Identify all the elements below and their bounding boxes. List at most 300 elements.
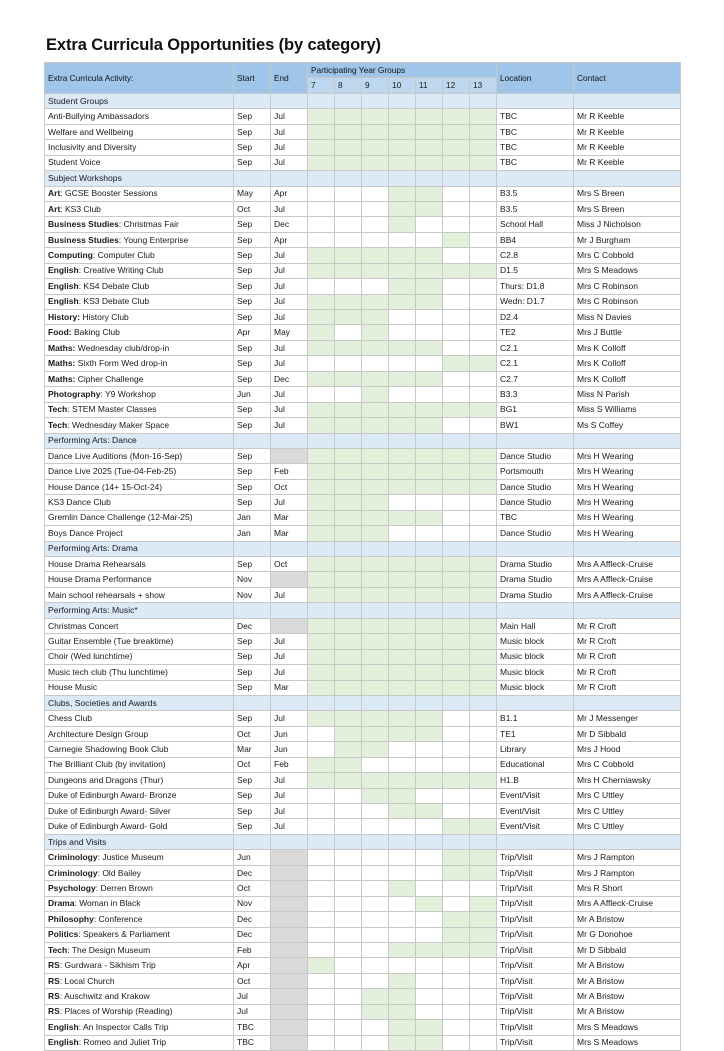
cell-year-12: [443, 495, 470, 510]
cell-end-month: Jul: [271, 294, 308, 309]
table-row: [45, 881, 681, 896]
cell-year-12: [443, 248, 470, 263]
cell-contact: Mrs J Buttle: [574, 325, 681, 340]
activity-subject-prefix: Tech: [48, 419, 68, 430]
extra-curricular-schedule-table: [44, 62, 681, 1051]
cell-start-month: Mar: [234, 742, 271, 757]
cell-location: B1.1: [497, 711, 574, 726]
cell-location: TBC: [497, 155, 574, 170]
cell-year-12: [443, 572, 470, 587]
cell-year-7: [308, 217, 335, 232]
section-header-filler: [271, 93, 308, 108]
section-header-filler: [574, 93, 681, 108]
section-header-filler: [389, 541, 416, 556]
cell-year-13: [470, 850, 497, 865]
activity-name: : Young Enterprise: [118, 234, 189, 245]
cell-year-13: [470, 371, 497, 386]
column-header-contact: Contact: [574, 63, 681, 94]
section-header-filler: [271, 433, 308, 448]
cell-year-8: [335, 881, 362, 896]
section-header-filler: [470, 93, 497, 108]
cell-location: Drama Studio: [497, 587, 574, 602]
cell-year-8: [335, 155, 362, 170]
cell-year-9: [362, 680, 389, 695]
activity-name: Sixth Form Wed drop-in: [75, 358, 168, 369]
activity-subject-prefix: History:: [48, 311, 81, 322]
cell-year-12: [443, 557, 470, 572]
cell-year-7: [308, 371, 335, 386]
table-row: [45, 186, 681, 201]
cell-year-10: [389, 973, 416, 988]
cell-year-9: [362, 726, 389, 741]
section-header-filler: [470, 834, 497, 849]
table-row: [45, 634, 681, 649]
table-row: [45, 387, 681, 402]
section-header-filler: [416, 433, 443, 448]
cell-year-13: [470, 989, 497, 1004]
cell-start-month: Oct: [234, 757, 271, 772]
cell-year-11: [416, 464, 443, 479]
cell-year-11: [416, 109, 443, 124]
cell-start-month: TBC: [234, 1020, 271, 1035]
cell-year-8: [335, 418, 362, 433]
cell-start-month: Sep: [234, 279, 271, 294]
cell-year-13: [470, 340, 497, 355]
cell-start-month: Oct: [234, 201, 271, 216]
cell-start-month: Dec: [234, 618, 271, 633]
cell-year-11: [416, 912, 443, 927]
cell-year-7: [308, 726, 335, 741]
section-header-filler: [335, 603, 362, 618]
section-header-filler: [389, 171, 416, 186]
cell-end-month: Jul: [271, 773, 308, 788]
cell-start-month: Jun: [234, 387, 271, 402]
cell-location: H1.B: [497, 773, 574, 788]
section-header-row: [45, 695, 681, 710]
cell-year-10: [389, 526, 416, 541]
table-row: [45, 989, 681, 1004]
cell-year-10: [389, 201, 416, 216]
cell-year-9: [362, 526, 389, 541]
cell-location: C2.7: [497, 371, 574, 386]
cell-end-month: Jul: [271, 279, 308, 294]
table-row: [45, 1004, 681, 1019]
cell-year-13: [470, 263, 497, 278]
cell-year-10: [389, 726, 416, 741]
cell-year-7: [308, 896, 335, 911]
cell-year-8: [335, 1035, 362, 1050]
cell-year-10: [389, 665, 416, 680]
table-row: [45, 340, 681, 355]
cell-year-13: [470, 526, 497, 541]
cell-year-13: [470, 958, 497, 973]
section-header-filler: [574, 171, 681, 186]
cell-year-11: [416, 881, 443, 896]
cell-year-8: [335, 495, 362, 510]
cell-year-8: [335, 942, 362, 957]
section-header-row: [45, 433, 681, 448]
cell-year-8: [335, 665, 362, 680]
cell-year-9: [362, 356, 389, 371]
section-header-filler: [308, 603, 335, 618]
cell-activity: Student Voice: [45, 155, 234, 170]
cell-year-12: [443, 232, 470, 247]
cell-year-7: [308, 1020, 335, 1035]
cell-year-11: [416, 711, 443, 726]
cell-year-12: [443, 819, 470, 834]
cell-end-month: Jul: [271, 263, 308, 278]
cell-location: D1.5: [497, 263, 574, 278]
cell-activity: [45, 402, 234, 417]
cell-year-12: [443, 356, 470, 371]
cell-year-9: [362, 618, 389, 633]
cell-contact: Miss S Williams: [574, 402, 681, 417]
cell-location: Trip/Visit: [497, 927, 574, 942]
cell-location: BW1: [497, 418, 574, 433]
cell-activity: Dungeons and Dragons (Thur): [45, 773, 234, 788]
cell-activity: [45, 912, 234, 927]
cell-year-11: [416, 865, 443, 880]
cell-year-10: [389, 958, 416, 973]
cell-year-11: [416, 649, 443, 664]
cell-end-month: Jul: [271, 387, 308, 402]
cell-year-7: [308, 495, 335, 510]
cell-year-10: [389, 634, 416, 649]
section-header-row: [45, 603, 681, 618]
cell-start-month: Sep: [234, 356, 271, 371]
cell-activity: [45, 1020, 234, 1035]
cell-year-8: [335, 109, 362, 124]
cell-year-7: [308, 557, 335, 572]
table-row: [45, 201, 681, 216]
cell-year-8: [335, 294, 362, 309]
cell-contact: Mrs J Hood: [574, 742, 681, 757]
cell-year-10: [389, 896, 416, 911]
cell-end-month: Jul: [271, 402, 308, 417]
cell-year-9: [362, 989, 389, 1004]
section-header-row: [45, 834, 681, 849]
cell-year-10: [389, 773, 416, 788]
section-header-filler: [362, 171, 389, 186]
cell-location: BG1: [497, 402, 574, 417]
cell-year-8: [335, 510, 362, 525]
cell-year-12: [443, 263, 470, 278]
cell-location: Trip/Visit: [497, 896, 574, 911]
column-header-start: Start: [234, 63, 271, 94]
section-header-filler: [308, 171, 335, 186]
cell-location: B3.3: [497, 387, 574, 402]
cell-contact: Mr R Croft: [574, 634, 681, 649]
table-row: [45, 217, 681, 232]
cell-activity: House Music: [45, 680, 234, 695]
table-row: [45, 973, 681, 988]
cell-start-month: Sep: [234, 464, 271, 479]
cell-year-7: [308, 356, 335, 371]
cell-contact: Mrs S Meadows: [574, 1020, 681, 1035]
cell-end-month: Jul: [271, 109, 308, 124]
cell-year-12: [443, 680, 470, 695]
section-header-filler: [443, 834, 470, 849]
cell-year-13: [470, 495, 497, 510]
cell-year-7: [308, 912, 335, 927]
cell-activity: [45, 958, 234, 973]
cell-year-9: [362, 310, 389, 325]
section-header-filler: [335, 171, 362, 186]
section-header-filler: [497, 171, 574, 186]
cell-location: Trip/Visit: [497, 958, 574, 973]
cell-year-9: [362, 927, 389, 942]
cell-contact: Mrs S Meadows: [574, 1035, 681, 1050]
cell-year-11: [416, 804, 443, 819]
cell-year-9: [362, 294, 389, 309]
cell-year-11: [416, 634, 443, 649]
cell-year-9: [362, 263, 389, 278]
section-header-filler: [271, 603, 308, 618]
cell-year-13: [470, 711, 497, 726]
cell-year-13: [470, 973, 497, 988]
cell-contact: Miss J Nicholson: [574, 217, 681, 232]
activity-name: : Gurdwara - Sikhism Trip: [59, 960, 156, 971]
activity-name: Cipher Challenge: [75, 373, 144, 384]
cell-year-13: [470, 804, 497, 819]
cell-contact: Mr A Bristow: [574, 973, 681, 988]
table-row: [45, 587, 681, 602]
cell-end-month: [271, 1020, 308, 1035]
cell-end-month: Jul: [271, 587, 308, 602]
table-row: [45, 232, 681, 247]
cell-location: Event/Visit: [497, 804, 574, 819]
table-header: [45, 63, 681, 94]
column-header-location: Location: [497, 63, 574, 94]
cell-year-11: [416, 850, 443, 865]
table-row: [45, 310, 681, 325]
cell-contact: Mr R Keeble: [574, 140, 681, 155]
cell-activity: Guitar Ensemble (Tue breaktime): [45, 634, 234, 649]
cell-end-month: Jul: [271, 788, 308, 803]
table-row: [45, 1020, 681, 1035]
cell-location: Dance Studio: [497, 479, 574, 494]
cell-year-9: [362, 325, 389, 340]
cell-year-10: [389, 186, 416, 201]
cell-year-7: [308, 804, 335, 819]
cell-year-8: [335, 973, 362, 988]
cell-year-10: [389, 757, 416, 772]
cell-contact: Mrs J Rampton: [574, 850, 681, 865]
cell-year-7: [308, 989, 335, 1004]
cell-contact: Mrs C Uttley: [574, 788, 681, 803]
cell-end-month: Jul: [271, 140, 308, 155]
cell-activity: [45, 340, 234, 355]
cell-year-12: [443, 510, 470, 525]
column-header-end: End: [271, 63, 308, 94]
activity-subject-prefix: English: [48, 1037, 79, 1048]
cell-year-13: [470, 325, 497, 340]
cell-year-9: [362, 248, 389, 263]
cell-contact: Mr R Keeble: [574, 124, 681, 139]
cell-year-7: [308, 819, 335, 834]
cell-year-10: [389, 418, 416, 433]
activity-name: : Places of Worship (Reading): [59, 1006, 173, 1017]
cell-location: Trip/Visit: [497, 1020, 574, 1035]
cell-year-11: [416, 587, 443, 602]
section-header-filler: [308, 93, 335, 108]
section-header-filler: [574, 834, 681, 849]
section-header-filler: [271, 171, 308, 186]
cell-end-month: [271, 1035, 308, 1050]
cell-end-month: [271, 1004, 308, 1019]
section-header-filler: [574, 541, 681, 556]
cell-year-10: [389, 371, 416, 386]
cell-year-9: [362, 881, 389, 896]
section-header-filler: [416, 695, 443, 710]
cell-year-10: [389, 1035, 416, 1050]
cell-contact: Mrs H Wearing: [574, 448, 681, 463]
table-body: [45, 93, 681, 1050]
cell-contact: Mrs S Breen: [574, 201, 681, 216]
cell-end-month: Mar: [271, 680, 308, 695]
cell-year-10: [389, 865, 416, 880]
cell-year-8: [335, 263, 362, 278]
cell-year-10: [389, 587, 416, 602]
cell-year-12: [443, 124, 470, 139]
section-header-filler: [362, 93, 389, 108]
cell-year-12: [443, 757, 470, 772]
cell-contact: Mr R Croft: [574, 665, 681, 680]
cell-year-13: [470, 356, 497, 371]
activity-subject-prefix: Business Studies: [48, 234, 119, 245]
cell-activity: [45, 279, 234, 294]
cell-year-10: [389, 1020, 416, 1035]
cell-location: Portsmouth: [497, 464, 574, 479]
cell-year-11: [416, 680, 443, 695]
cell-year-7: [308, 526, 335, 541]
cell-year-8: [335, 371, 362, 386]
cell-year-9: [362, 742, 389, 757]
cell-activity: Architecture Design Group: [45, 726, 234, 741]
cell-year-9: [362, 418, 389, 433]
table-row: [45, 618, 681, 633]
cell-year-13: [470, 865, 497, 880]
section-header-filler: [470, 695, 497, 710]
cell-start-month: Sep: [234, 155, 271, 170]
cell-year-13: [470, 649, 497, 664]
cell-location: Music block: [497, 665, 574, 680]
cell-year-12: [443, 1035, 470, 1050]
cell-year-12: [443, 526, 470, 541]
cell-location: Music block: [497, 680, 574, 695]
cell-year-7: [308, 958, 335, 973]
cell-year-12: [443, 402, 470, 417]
cell-location: Dance Studio: [497, 448, 574, 463]
cell-year-10: [389, 804, 416, 819]
cell-location: Music block: [497, 634, 574, 649]
cell-year-10: [389, 232, 416, 247]
activity-subject-prefix: Politics: [48, 929, 79, 940]
cell-year-7: [308, 155, 335, 170]
cell-location: TE1: [497, 726, 574, 741]
cell-activity: [45, 371, 234, 386]
cell-year-12: [443, 942, 470, 957]
cell-location: School Hall: [497, 217, 574, 232]
cell-end-month: Feb: [271, 464, 308, 479]
section-header-row: [45, 541, 681, 556]
cell-year-11: [416, 1004, 443, 1019]
cell-location: TBC: [497, 510, 574, 525]
cell-activity: [45, 217, 234, 232]
cell-contact: Mrs A Affleck-Cruise: [574, 896, 681, 911]
cell-year-12: [443, 896, 470, 911]
cell-end-month: Jun: [271, 726, 308, 741]
activity-name: Baking Club: [71, 327, 120, 338]
cell-year-13: [470, 479, 497, 494]
cell-start-month: Sep: [234, 680, 271, 695]
cell-location: Event/Visit: [497, 819, 574, 834]
cell-contact: Mrs H Wearing: [574, 526, 681, 541]
cell-end-month: Oct: [271, 557, 308, 572]
cell-year-11: [416, 448, 443, 463]
activity-subject-prefix: Drama: [48, 898, 75, 909]
cell-year-10: [389, 124, 416, 139]
section-header-filler: [416, 93, 443, 108]
cell-location: B3.5: [497, 186, 574, 201]
cell-year-8: [335, 912, 362, 927]
table-row: [45, 649, 681, 664]
section-header-filler: [470, 603, 497, 618]
table-row: [45, 479, 681, 494]
section-header-row: [45, 171, 681, 186]
cell-year-13: [470, 726, 497, 741]
section-header-filler: [234, 603, 271, 618]
column-header-year-10: 10: [389, 78, 416, 93]
section-header-filler: [389, 433, 416, 448]
cell-contact: Mrs A Affleck-Cruise: [574, 587, 681, 602]
cell-year-9: [362, 665, 389, 680]
activity-subject-prefix: RS: [48, 991, 60, 1001]
cell-year-7: [308, 618, 335, 633]
cell-year-7: [308, 402, 335, 417]
cell-year-9: [362, 757, 389, 772]
activity-name: : Conference: [93, 913, 143, 924]
cell-contact: Mrs S Breen: [574, 186, 681, 201]
cell-year-12: [443, 479, 470, 494]
cell-end-month: [271, 865, 308, 880]
cell-activity: Dance Live 2025 (Tue-04-Feb-25): [45, 464, 234, 479]
cell-year-10: [389, 510, 416, 525]
activity-name: : KS3 Club: [60, 203, 101, 214]
cell-activity: House Dance (14+ 15-Oct-24): [45, 479, 234, 494]
cell-year-8: [335, 140, 362, 155]
cell-activity: [45, 263, 234, 278]
cell-year-12: [443, 788, 470, 803]
activity-subject-prefix: Food:: [48, 327, 72, 338]
cell-year-12: [443, 742, 470, 757]
section-header-filler: [574, 695, 681, 710]
cell-contact: Mr R Croft: [574, 649, 681, 664]
cell-end-month: May: [271, 325, 308, 340]
cell-year-10: [389, 881, 416, 896]
cell-year-12: [443, 850, 470, 865]
cell-year-10: [389, 140, 416, 155]
cell-year-7: [308, 186, 335, 201]
cell-year-7: [308, 201, 335, 216]
cell-year-13: [470, 109, 497, 124]
section-title-student-groups: Student Groups: [45, 93, 234, 108]
cell-year-7: [308, 279, 335, 294]
cell-activity: [45, 927, 234, 942]
cell-year-13: [470, 942, 497, 957]
activity-subject-prefix: Art: [48, 188, 61, 199]
cell-start-month: Dec: [234, 927, 271, 942]
